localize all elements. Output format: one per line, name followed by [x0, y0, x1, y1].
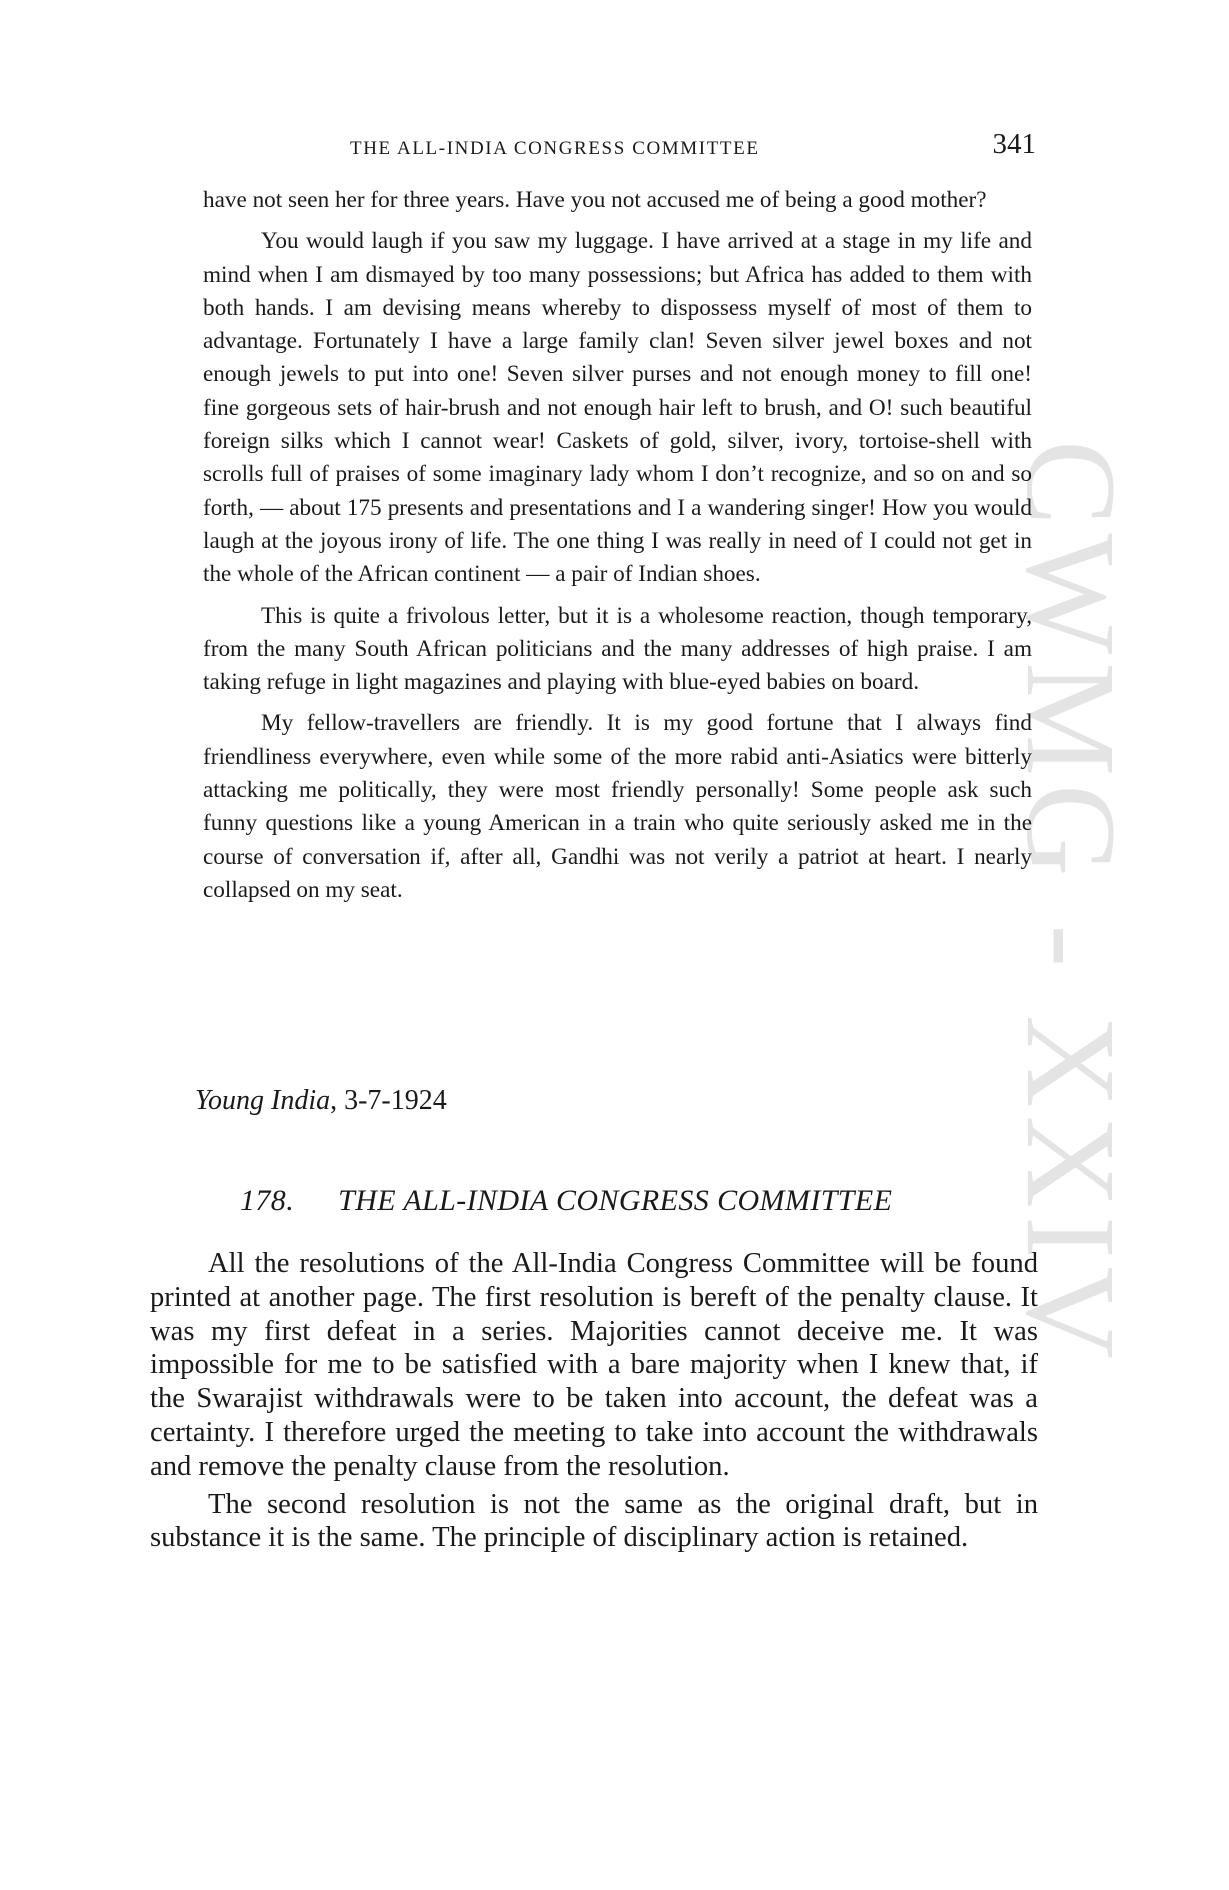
body-paragraph: All the resolutions of the All-India Congress Committee will be found printed at another page. The first resolution is bereft of the penalty clause. It was my first defeat in a series. Majorities cannot deceive me. It was impossible for me to be satisfied with a bare majority when I knew that, if the Swarajist withdrawals were to be taken into account, the defeat was a certainty. I therefore urged the meeting to take into account the withdrawals and remove the penalty clause from the resolution. [150, 1248, 1038, 1482]
source-publication: Young India [195, 1085, 331, 1116]
source-citation [195, 1084, 447, 1118]
section-heading [240, 1184, 892, 1218]
page-number: 341 [992, 128, 1036, 160]
running-title: THE ALL-INDIA CONGRESS COMMITTEE [350, 138, 760, 159]
section-number: 178. [240, 1184, 295, 1217]
running-head [200, 128, 1036, 172]
source-date: , 3-7-1924 [330, 1085, 447, 1116]
letter-paragraph: This is quite a frivolous letter, but it is a wholesome reaction, though temporary, from the many South African politicians and the many addresses of high praise. I am taking refuge in light magazines and playing with blue-eyed babies on board. [203, 602, 1032, 696]
section-title: THE ALL-INDIA CONGRESS COMMITTEE [338, 1184, 893, 1217]
letter-paragraph: My fellow-travellers are friendly. It is my good fortune that I always find friendliness everywhere, even while some of the more rabid anti-Asiatics were bitterly attacking me politically, they were most friendly personally! Some people ask such funny questions like a young American in a train who quite seriously asked me in the course of conversation if, after all, Gandhi was not verily a patriot at heart. I nearly collapsed on my seat. [203, 710, 1032, 903]
article-body [150, 1247, 1038, 1559]
watermark: CWMG - XXIV [1000, 440, 1142, 1367]
letter-paragraph: have not seen her for three years. Have you not accused me of being a good mother? [203, 187, 987, 213]
letter-text [203, 184, 1032, 915]
letter-paragraph: You would laugh if you saw my luggage. I have arrived at a stage in my life and mind when I am dismayed by too many possessions; but Africa has added to them with both hands. I am devising means whereby to dispossess myself of most of them to advantage. Fortunately I have a large family clan! Seven silver jewel boxes and not enough jewels to put into one! Seven silver purses and not enough money to fill one! fine gorgeous sets of hair-brush and not enough hair left to brush, and O! such beautiful foreign silks which I cannot wear! Caskets of gold, silver, ivory, tortoise-shell with scrolls full of praises of some imaginary lady whom I don’t recognize, and so on and so forth, — about 175 presents and presentations and I a wandering singer! How you would laugh at the joyous irony of life. The one thing I was really in need of I could not get in the whole of the African continent — a pair of Indian shoes. [203, 228, 1032, 588]
body-paragraph: The second resolution is not the same as the original draft, but in substance it is the same. The principle of disciplinary action is retained. [150, 1488, 1038, 1554]
